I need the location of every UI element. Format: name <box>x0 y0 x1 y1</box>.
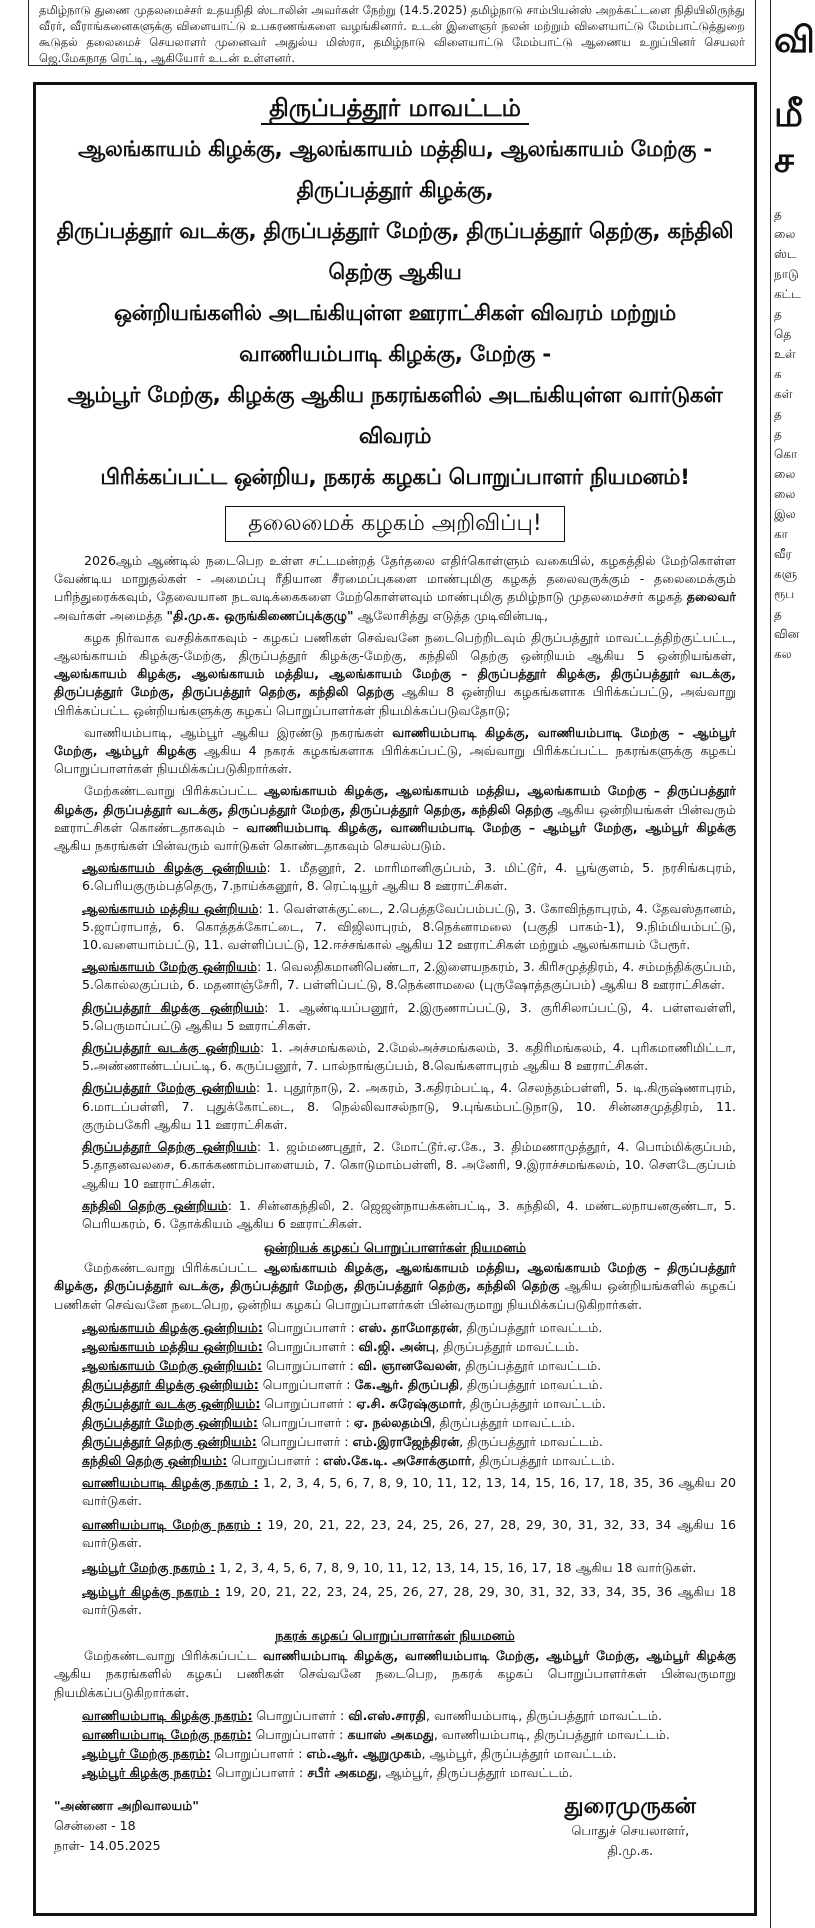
district-title: திருப்பத்தூர் மாவட்டம் <box>261 93 529 125</box>
text-run: அவர்கள் அமைத்த <box>54 607 167 623</box>
union-panchayat-list <box>54 859 736 895</box>
union-name: ஆலங்காயம் மத்திய ஒன்றியம் <box>82 900 259 916</box>
ward-list <box>54 1559 736 1577</box>
role-label: பொறுப்பாளர் : <box>210 1745 307 1761</box>
appointment-row <box>54 1451 736 1470</box>
union-panchayat-list <box>54 900 736 955</box>
person-name: எம்.இராஜேந்திரன் <box>352 1433 460 1449</box>
signer-role: பொதுச் செயலாளர், <box>571 1823 690 1839</box>
ward-list <box>54 1474 736 1510</box>
place-text: , வாணியம்பாடி, திருப்பத்தூர் மாவட்டம். <box>433 1726 670 1742</box>
adjacent-text-fragment: வின <box>774 627 800 641</box>
unit-name: வாணியம்பாடி மேற்கு நகரம்: <box>82 1726 252 1742</box>
person-name: வி.எஸ்.சாரதி <box>348 1707 426 1723</box>
adjacent-text-fragment: உள் <box>774 347 796 361</box>
signer-name: துரைமுருகன் <box>564 1793 696 1819</box>
unit-name: திருப்பத்தூர் வடக்கு ஒன்றியம்: <box>82 1395 261 1411</box>
person-name: சபீர் அகமது <box>307 1764 378 1780</box>
text-run: ஆகிய 4 நகரக் கழகங்களாக பிரிக்கப்பட்டு, அவ்வாறு பிரிக்கப்பட்ட நகரங்களுக்கு கழகப் பொறுப்பாளர்கள் நியமிக்கப்படுகிறார்கள். <box>54 743 736 777</box>
adjacent-text-fragment: லை <box>774 487 796 501</box>
place-text: , திருப்பத்தூர் மாவட்டம். <box>471 1452 615 1468</box>
party-notice-box <box>33 82 757 1916</box>
person-name: எஸ்.கே.டி. அசோக்குமார் <box>323 1452 472 1468</box>
town-split-paragraph <box>54 724 736 779</box>
adjacent-text-fragment: ஸ்ட <box>774 247 797 261</box>
person-name: வி.ஜி. அன்பு <box>358 1338 436 1354</box>
adjacent-text-fragment: களு <box>774 567 798 581</box>
place-text: , திருப்பத்தூர் மாவட்டம். <box>435 1338 580 1354</box>
town-name: வாணியம்பாடி மேற்கு நகரம் : <box>82 1517 262 1533</box>
role-label: பொறுப்பாளர் : <box>262 1338 359 1354</box>
headline-line: ஒன்றியங்களில் அடங்கியுள்ள ஊராட்சிகள் விவரம் மற்றும் வாணியம்பாடி கிழக்கு, மேற்கு - <box>114 301 676 367</box>
role-label: பொறுப்பாளர் : <box>262 1319 359 1335</box>
headline-line: ஆம்பூர் மேற்கு, கிழக்கு ஆகிய நகரங்களில் அடங்கியுள்ள வார்டுகள் விவரம் <box>67 383 723 449</box>
ward-numbers: 1, 2, 3, 4, 5, 6, 7, 8, 9, 10, 11, 12, 13, 14, 15, 16, 17, 18, 35, 36 ஆகிய 20 வார்டுகள். <box>82 1474 736 1508</box>
composition-paragraph <box>54 782 736 855</box>
panchayat-list: : 1. வெலதிகமானிபெண்டா, 2.இளையநகரம், 3. கிரிசமுத்திரம், 4. சம்மந்திக்குப்பம், 5.கொல்லகுப்பம், 6. மதனாஞ்சேரி, 7. பள்ளிப்பட்டு, 8.நெக்னாமலை (புருஷோத்தகுப்பம்) ஆகிய 8 ஊராட்சிகள். <box>82 959 736 993</box>
place-text: , திருப்பத்தூர் மாவட்டம். <box>461 1395 606 1411</box>
appointment-row <box>54 1356 736 1375</box>
appointment-row <box>54 1394 736 1413</box>
adjacent-text-fragment: நாடு <box>774 267 799 281</box>
committee-name: "தி.மு.க. ஒருங்கிணைப்புக்குழு" <box>166 607 354 623</box>
top-photo-caption <box>28 0 756 66</box>
role-label: பொறுப்பாளர் : <box>257 1414 354 1430</box>
text-run-bold: ஆலங்காயம் கிழக்கு, ஆலங்காயம் மத்திய, ஆலங்காயம் மேற்கு – திருப்பத்தூர் கிழக்கு, திருப்பத்தூர் வடக்கு, திருப்பத்தூர் மேற்கு, திருப்பத்தூர் தெற்கு, கந்திலி தெற்கு <box>54 666 736 700</box>
ward-list <box>54 1583 736 1619</box>
text-run: ஆகிய ஒன்றியங்களில் கழகப் பணிகள் செவ்வனே நடைபெற, ஒன்றிய கழகப் பொறுப்பாளர்கள் பின்வருமாறு நியமிக்கப்படுகிறார்கள். <box>54 1278 737 1312</box>
adjacent-text-fragment: ரூப <box>774 587 795 601</box>
appointment-row <box>54 1375 736 1394</box>
office-name: "அண்ணா அறிவாலயம்" <box>54 1797 199 1813</box>
union-panchayat-list <box>54 1079 736 1134</box>
unit-name: ஆம்பூர் மேற்கு நகரம்: <box>82 1745 211 1761</box>
place-text: , ஆம்பூர், திருப்பத்தூர் மாவட்டம். <box>377 1764 573 1780</box>
panchayat-list: : 1. சின்னகந்திலி, 2. ஜெஜன்நாயக்கன்பட்டி, 3. கந்திலி, 4. மண்டலநாயனகுண்டா, 5. பெரியகரம், 6. தோக்கியம் ஆகிய 6 ஊராட்சிகள். <box>82 1197 736 1231</box>
adjacent-text-fragment: த <box>774 427 782 441</box>
headline-line: ஆலங்காயம் கிழக்கு, ஆலங்காயம் மத்திய, ஆலங்காயம் மேற்கு - திருப்பத்தூர் கிழக்கு, <box>78 137 712 203</box>
unit-name: வாணியம்பாடி கிழக்கு நகரம்: <box>82 1707 253 1723</box>
appointment-row <box>54 1413 736 1432</box>
person-name: எம்.ஆர். ஆறுமுகம் <box>306 1745 422 1761</box>
place-text: , திருப்பத்தூர் மாவட்டம். <box>431 1414 576 1430</box>
place-text: , திருப்பத்தூர் மாவட்டம். <box>457 1357 602 1373</box>
ward-numbers: 19, 20, 21, 22, 23, 24, 25, 26, 27, 28, 29, 30, 31, 32, 33, 34, 35, 36 ஆகிய 18 வார்டுகள். <box>82 1583 736 1617</box>
adjacent-text-fragment: த <box>774 407 782 421</box>
place-text: , ஆம்பூர், திருப்பத்தூர் மாவட்டம். <box>421 1745 617 1761</box>
appointment-row <box>54 1337 736 1356</box>
text-run: ஆகிய 8 ஒன்றிய கழகங்களாக பிரிக்கப்பட்டு, அவ்வாறு பிரிக்கப்பட்ட ஒன்றியங்களுக்கு கழகப் பொறுப்பாளர்கள் நியமிக்கப்படுவதோடு; <box>54 684 737 718</box>
adjacent-column-fragment <box>774 0 815 1928</box>
text-run-bold: வாணியம்பாடி கிழக்கு, வாணியம்பாடி மேற்கு – ஆம்பூர் மேற்கு, ஆம்பூர் கிழக்கு <box>246 819 736 835</box>
text-run-bold: வாணியம்பாடி கிழக்கு, வாணியம்பாடி மேற்கு – ஆம்பூர் மேற்கு, ஆம்பூர் கிழக்கு <box>54 724 736 759</box>
adjacent-text-fragment: கல <box>774 647 792 661</box>
text-run: ஆலோசித்து எடுத்த முடிவின்படி, <box>353 607 548 623</box>
appointment-row <box>54 1744 736 1763</box>
adjacent-text-fragment: தெ <box>774 327 792 341</box>
unit-name: திருப்பத்தூர் மேற்கு ஒன்றியம்: <box>82 1414 258 1430</box>
intro-paragraph <box>54 552 736 625</box>
panchayat-list: : 1. ஜம்மணபுதூர், 2. மோட்டூர்.ஏ.கே., 3. திம்மணாமுத்தூர், 4. பொம்மிக்குப்பம், 5.தாதனவலசை, 6.காக்கணாம்பாளையம், 7. கொடுமாம்பள்ளி, 8. அனேரி, 9.இராச்சமங்கலம், 10. சௌடேகுப்பம் ஆகிய 10 ஊராட்சிகள். <box>82 1139 736 1191</box>
unit-name: திருப்பத்தூர் தெற்கு ஒன்றியம்: <box>82 1433 257 1449</box>
person-name: கே.ஆர். திருப்பதி <box>354 1376 460 1392</box>
place-text: , திருப்பத்தூர் மாவட்டம். <box>458 1319 603 1335</box>
unit-name: திருப்பத்தூர் கிழக்கு ஒன்றியம்: <box>82 1376 259 1392</box>
text-run: ஆகிய நகரங்களில் கழகப் பணிகள் செவ்வனே நடைபெற, நகரக் கழகப் பொறுப்பாளர்கள் பின்வருமாறு நியமிக்கப்படுகிறார்கள். <box>54 1666 736 1700</box>
text-run-bold: தலைவர் <box>686 589 736 605</box>
town-appointments-title: நகரக் கழகப் பொறுப்பாளர்கள் நியமனம் <box>275 1629 515 1645</box>
town-appointments-paragraph <box>54 1647 736 1702</box>
text-run: மேற்கண்டவாறு பிரிக்கப்பட்ட <box>84 1648 263 1664</box>
adjacent-text-fragment: கள் <box>774 387 793 401</box>
union-appointments-paragraph <box>54 1259 736 1314</box>
person-name: எஸ். தாமோதரன் <box>358 1319 459 1335</box>
town-name: வாணியம்பாடி கிழக்கு நகரம் : <box>82 1474 259 1490</box>
adjacent-text-fragment: இல <box>774 507 796 521</box>
person-name: வி. ஞானவேலன் <box>357 1357 458 1373</box>
union-name: திருப்பத்தூர் தெற்கு ஒன்றியம் <box>82 1139 257 1155</box>
place-text: , திருப்பத்தூர் மாவட்டம். <box>459 1433 604 1449</box>
unit-name: ஆலங்காயம் மேற்கு ஒன்றியம்: <box>82 1357 263 1373</box>
text-run: மேற்கண்டவாறு பிரிக்கப்பட்ட <box>84 1260 265 1276</box>
person-name: ஏ.சி. சுரேஷ்குமார் <box>356 1395 462 1411</box>
headline-line: திருப்பத்தூர் வடக்கு, திருப்பத்தூர் மேற்கு, திருப்பத்தூர் தெற்கு, கந்திலி தெற்கு ஆகிய <box>56 219 734 285</box>
role-label: பொறுப்பாளர் : <box>262 1357 358 1373</box>
panchayat-list: : 1. புதூர்நாடு, 2. அகரம், 3.கதிரம்பட்டி, 4. செலந்தம்பள்ளி, 5. டி.கிருஷ்ணாபுரம், 6.மாடப்பள்ளி, 7. புதுக்கோட்டை, 8. நெல்லிவாசல்நாடு, 9.புங்கம்பட்டுநாடு, 10. சின்னசமுத்திரம், 11. குரும்பகேரி ஆகிய 11 ஊராட்சிகள். <box>82 1080 736 1132</box>
text-run-bold: ஆலங்காயம் கிழக்கு, ஆலங்காயம் மத்திய, ஆலங்காயம் மேற்கு – திருப்பத்தூர் கிழக்கு, திருப்பத்தூர் வடக்கு, திருப்பத்தூர் மேற்கு, திருப்பத்தூர் தெற்கு, கந்திலி தெற்கு <box>54 1260 736 1294</box>
union-name: திருப்பத்தூர் கிழக்கு ஒன்றியம் <box>82 999 265 1015</box>
panchayat-list: : 1. ஆண்டியப்பனூர், 2.இருணாப்பட்டு, 3. குரிசிலாப்பட்டு, 4. பள்ளவள்ளி, 5.பெருமாப்பட்டு ஆகிய 5 ஊராட்சிகள். <box>82 999 736 1033</box>
adjacent-text-fragment: லை <box>774 467 796 481</box>
town-name: ஆம்பூர் மேற்கு நகரம் : <box>82 1559 216 1575</box>
notice-headline <box>54 129 736 498</box>
text-run: 2026ஆம் ஆண்டில் நடைபெற உள்ள சட்டமன்றத் தேர்தலை எதிர்கொள்ளும் வகையில், கழகத்தில் மேற்கொள்ள வேண்டிய மாறுதல்கள் - அமைப்பு ரீதியான சீரமைப்புகளை மாண்புமிகு கழகத் தலைவருக்கும் - தலைமைக்கும் பரிந்துரைக்கவும், தேவையான நடவடிக்கைகளை மேற்கொள்ளவும் மாண்புமிகு தமிழ்நாடு முதலமைச்சர் கழகத் <box>54 553 736 605</box>
role-label: பொறுப்பாளர் : <box>211 1764 308 1780</box>
role-label: பொறுப்பாளர் : <box>227 1452 324 1468</box>
ward-numbers: 19, 20, 21, 22, 23, 24, 25, 26, 27, 28, 29, 30, 31, 32, 33, 34 ஆகிய 16 வார்டுகள். <box>82 1517 736 1551</box>
union-name: திருப்பத்தூர் வடக்கு ஒன்றியம் <box>82 1040 261 1056</box>
notice-date: நாள்- 14.05.2025 <box>54 1837 161 1853</box>
adjacent-text-fragment: த <box>774 607 782 621</box>
unit-name: கந்திலி தெற்கு ஒன்றியம்: <box>82 1452 228 1468</box>
adjacent-text-fragment: வீர <box>774 547 792 561</box>
unit-name: ஆலங்காயம் கிழக்கு ஒன்றியம்: <box>82 1319 263 1335</box>
adjacent-heading-glyph: ச <box>774 140 794 181</box>
town-name: ஆம்பூர் கிழக்கு நகரம் : <box>82 1583 220 1599</box>
role-label: பொறுப்பாளர் : <box>252 1707 349 1723</box>
role-label: பொறுப்பாளர் : <box>258 1376 355 1392</box>
union-panchayat-list <box>54 999 736 1035</box>
appointment-row <box>54 1432 736 1451</box>
ward-numbers: 1, 2, 3, 4, 5, 6, 7, 8, 9, 10, 11, 12, 13, 14, 15, 16, 17, 18 ஆகிய 18 வார்டுகள். <box>215 1559 697 1575</box>
office-city: சென்னை - 18 <box>54 1817 136 1833</box>
text-run: ஆகிய நகரங்கள் பின்வரும் வார்டுகள் கொண்டதாகவும் செயல்படும். <box>54 838 446 854</box>
text-run: மேற்கண்டவாறு பிரிக்கப்பட்ட <box>84 783 265 799</box>
appointment-row <box>54 1706 736 1725</box>
adjacent-heading-glyph: மீ <box>774 94 804 135</box>
party-name: தி.மு.க. <box>607 1843 654 1859</box>
column-divider <box>770 0 771 1928</box>
unit-name: ஆம்பூர் கிழக்கு நகரம்: <box>82 1764 212 1780</box>
panchayat-list: : 1. மீதனூர், 2. மாரிமானிகுப்பம், 3. மிட்டூர், 4. பூங்குளம், 5. நரசிங்கபுரம், 6.பெரியகுரும்பத்தெரு, 7.நாய்க்கனூர், 8. ரெட்டியூர் ஆகிய 8 ஊராட்சிகள். <box>82 860 736 894</box>
union-panchayat-list <box>54 958 736 994</box>
union-appointments-title: ஒன்றியக் கழகப் பொறுப்பாளர்கள் நியமனம் <box>263 1241 527 1257</box>
appointment-row <box>54 1763 736 1782</box>
appointment-row <box>54 1725 736 1744</box>
signature-block <box>54 1793 736 1886</box>
role-label: பொறுப்பாளர் : <box>251 1726 348 1742</box>
adjacent-heading-glyph: வி <box>774 20 815 61</box>
union-panchayat-list <box>54 1138 736 1193</box>
adjacent-text-fragments <box>774 204 800 664</box>
union-panchayat-list <box>54 1197 736 1233</box>
adjacent-text-fragment: த <box>774 307 782 321</box>
adjacent-text-fragment: க <box>774 367 782 381</box>
text-run-bold: வாணியம்பாடி கிழக்கு, வாணியம்பாடி மேற்கு, ஆம்பூர் மேற்கு, ஆம்பூர் கிழக்கு <box>262 1648 736 1664</box>
text-run: கழக நிர்வாக வசதிக்காகவும் - கழகப் பணிகள் செவ்வனே நடைபெற்றிடவும் திருப்பத்தூர் மாவட்டத்திற்குட்பட்ட, ஆலங்காயம் கிழக்கு-மேற்கு, திருப்பத்தூர் கிழக்கு-மேற்கு, கந்திலி தெற்கு ஒன்றியம் ஆகிய 5 ஒன்றியங்கள், <box>54 629 736 664</box>
text-run: ஆகிய ஒன்றியங்கள் பின்வரும் ஊராட்சிகள் கொண்டதாகவும் – <box>54 801 736 835</box>
place-text: , திருப்பத்தூர் மாவட்டம். <box>459 1376 603 1392</box>
adjacent-text-fragment: கொ <box>774 447 798 461</box>
union-name: ஆலங்காயம் கிழக்கு ஒன்றியம் <box>82 860 267 876</box>
adjacent-text-fragment: லை <box>774 227 796 241</box>
panchayat-list: : 1. அச்சமங்கலம், 2.மேல்அச்சமங்கலம், 3. கதிரிமங்கலம், 4. புரிகமாணிமிட்டா, 5.அண்ணாண்டப்பட்டி, 6. கருப்பனூர், 7. பால்நாங்குப்பம், 8.வெங்களாபுரம் ஆகிய 8 ஊராட்சிகள். <box>82 1040 736 1074</box>
office-address <box>54 1796 199 1856</box>
unit-name: ஆலங்காயம் மத்திய ஒன்றியம்: <box>82 1338 263 1354</box>
adjacent-text-fragment: கட்ட <box>774 287 801 301</box>
adjacent-text-fragment: கா <box>774 527 788 541</box>
headline-line: பிரிக்கப்பட்ட ஒன்றிய, நகரக் கழகப் பொறுப்பாளர் நியமனம்! <box>100 465 690 490</box>
text-run: வாணியம்பாடி, ஆம்பூர் ஆகிய இரண்டு நகரங்கள் <box>84 724 393 740</box>
ward-list <box>54 1516 736 1552</box>
role-label: பொறுப்பாளர் : <box>260 1395 357 1411</box>
union-name: கந்திலி தெற்கு ஒன்றியம் <box>82 1197 228 1213</box>
union-name: திருப்பத்தூர் மேற்கு ஒன்றியம் <box>82 1080 257 1096</box>
panchayat-list: : 1. வெள்ளக்குட்டை, 2.பெத்தவேப்பம்பட்டு, 3. கோவிந்தாபுரம், 4. தேவஸ்தானம், 5.ஜாப்ராபாத், 6. கொத்தக்கோட்டை, 7. விஜிலாபுரம், 8.நெக்னாமலை (பகுதி பாகம்-1), 9.நிம்மியம்பட்டு, 10.வளையாம்பட்டு, 11. வள்ளிப்பட்டு, 12.ஈச்சங்கால் ஆகிய 12 ஊராட்சிகள் மற்றும் ஆலங்காயம் பேரூர். <box>82 900 736 953</box>
announcement-subhead: தலைமைக் கழகம் அறிவிப்பு! <box>225 506 565 542</box>
union-panchayat-list <box>54 1039 736 1075</box>
appointment-row <box>54 1318 736 1337</box>
person-name: ஏ. நல்லதம்பி <box>353 1414 432 1430</box>
adjacent-text-fragment: த <box>774 207 782 221</box>
union-split-paragraph <box>54 629 736 720</box>
role-label: பொறுப்பாளர் : <box>256 1433 353 1449</box>
union-name: ஆலங்காயம் மேற்கு ஒன்றியம் <box>82 959 258 975</box>
signatory <box>565 1792 696 1862</box>
top-caption-text: தமிழ்நாடு துணை முதலமைச்சர் உதயநிதி ஸ்டாலின் அவர்கள் நேற்று (14.5.2025) தமிழ்நாடு சாம்பியன்ஸ் அறக்கட்டளை நிதியிலிருந்து வீரர், வீராங்கனைகளுக்கு விளையாட்டு உபகரணங்களை வழங்கினார். உடன் இளைஞர் நலன் மற்றும் விளையாட்டு மேம்பாட்டுத்துறை கூடுதல் தலைமைச் செயலாளர் முனைவர் அதுல்ய மிஸ்ரா, தமிழ்நாடு விளையாட்டு மேம்பாட்டு ஆணைய உறுப்பினர் செயலர் ஜெ.மேகநாத ரெட்டி, ஆகியோர் உடன் உள்ளனர். <box>39 3 745 65</box>
place-text: , வாணியம்பாடி, திருப்பத்தூர் மாவட்டம். <box>425 1707 662 1723</box>
person-name: கயாஸ் அகமது <box>347 1726 434 1742</box>
text-run-bold: ஆலங்காயம் கிழக்கு, ஆலங்காயம் மத்திய, ஆலங்காயம் மேற்கு – திருப்பத்தூர் கிழக்கு, திருப்பத்தூர் வடக்கு, திருப்பத்தூர் மேற்கு, திருப்பத்தூர் தெற்கு, கந்திலி தெற்கு <box>54 783 736 817</box>
